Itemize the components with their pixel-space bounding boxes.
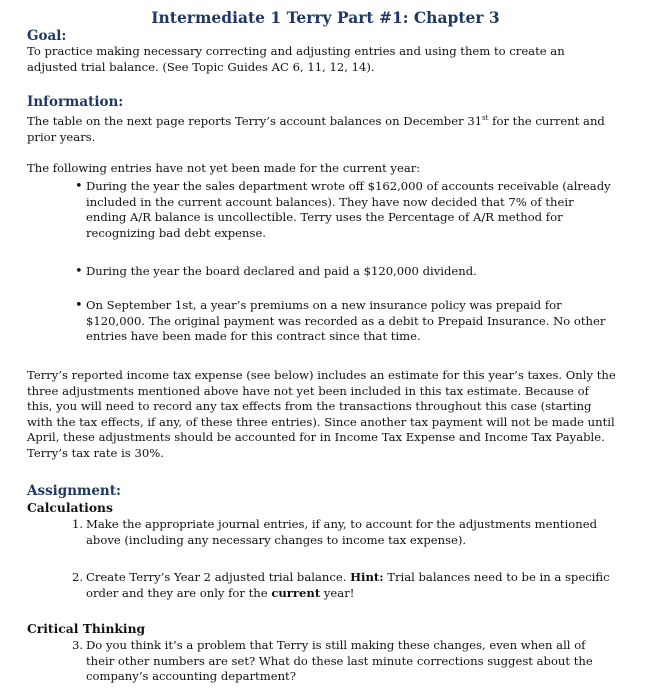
bullet-marker: • [75, 298, 83, 313]
item-number: 2. [72, 570, 84, 584]
item-2-bold-word: current [271, 585, 321, 600]
assignment-item-1: Make the appropriate journal entries, if any, to account for the adjustments mentioned above (including any necessary changes to income tax expense). [86, 517, 598, 547]
bullet-marker: • [75, 264, 83, 279]
information-superscript: st [482, 114, 489, 123]
calculations-heading: Calculations [27, 500, 113, 515]
bullet-marker: • [75, 179, 83, 194]
information-heading: Information: [27, 94, 124, 110]
item-number: 3. [72, 638, 84, 652]
goal-text: To practice making necessary correcting and adjusting entries and using them to create an adjusted trial balance. (See Topic Guides AC 6, 11, 12, 14). [27, 44, 565, 74]
item-2-hint: Hint: [350, 570, 384, 584]
assignment-item-2 [86, 570, 611, 601]
item-number: 1. [72, 517, 84, 531]
critical-thinking-heading: Critical Thinking [27, 621, 146, 636]
information-text-end: for the current and prior years. [27, 114, 605, 144]
entries-intro: The following entries have not yet been made for the current year: [27, 161, 421, 175]
information-text [27, 114, 617, 145]
tax-paragraph: Terry’s reported income tax expense (see below) includes an estimate for this year’s taxes. Only the three adjustments mentioned above have not yet been included in this tax estimate. Because of this, you will need to record any tax effects from the transactions throughout this case (starting with the tax effects, if any, of these three entries). Since another tax payment will not be made until April, these adjustments should be accounted for in Income Tax Expense and Income Tax Payable. Terry’s tax rate is 30%. [27, 368, 616, 460]
bullet-item: During the year the sales department wrote off $162,000 of accounts receivable (already included in the current account balances). They have now decided that 7% of their ending A/R balance is uncollectible. Terry uses the Percentage of A/R method for recognizing bad debt expense. [86, 179, 611, 240]
bullet-item: During the year the board declared and paid a $120,000 dividend. [86, 264, 477, 278]
information-text-start: The table on the next page reports Terry’s account balances on December 31 [27, 114, 483, 128]
document-title: Intermediate 1 Terry Part #1: Chapter 3 [151, 8, 500, 27]
goal-heading: Goal: [27, 28, 67, 44]
item-2-text-a: Create Terry’s Year 2 adjusted trial balance. [86, 570, 351, 584]
item-2-text-b: Trial balances need to be in a specific order and they are only for the [86, 570, 610, 600]
bullet-item: On September 1st, a year’s premiums on a new insurance policy was prepaid for $120,000. The original payment was recorded as a debit to Prepaid Insurance. No other entries have been made for this contract since that time. [86, 298, 606, 343]
critical-item-3: Do you think it’s a problem that Terry is still making these changes, even when all of their other numbers are set? What do these last minute corrections suggest about the company’s accounting department? [86, 638, 593, 683]
assignment-heading: Assignment: [27, 483, 121, 499]
item-2-text-c: year! [320, 585, 355, 600]
